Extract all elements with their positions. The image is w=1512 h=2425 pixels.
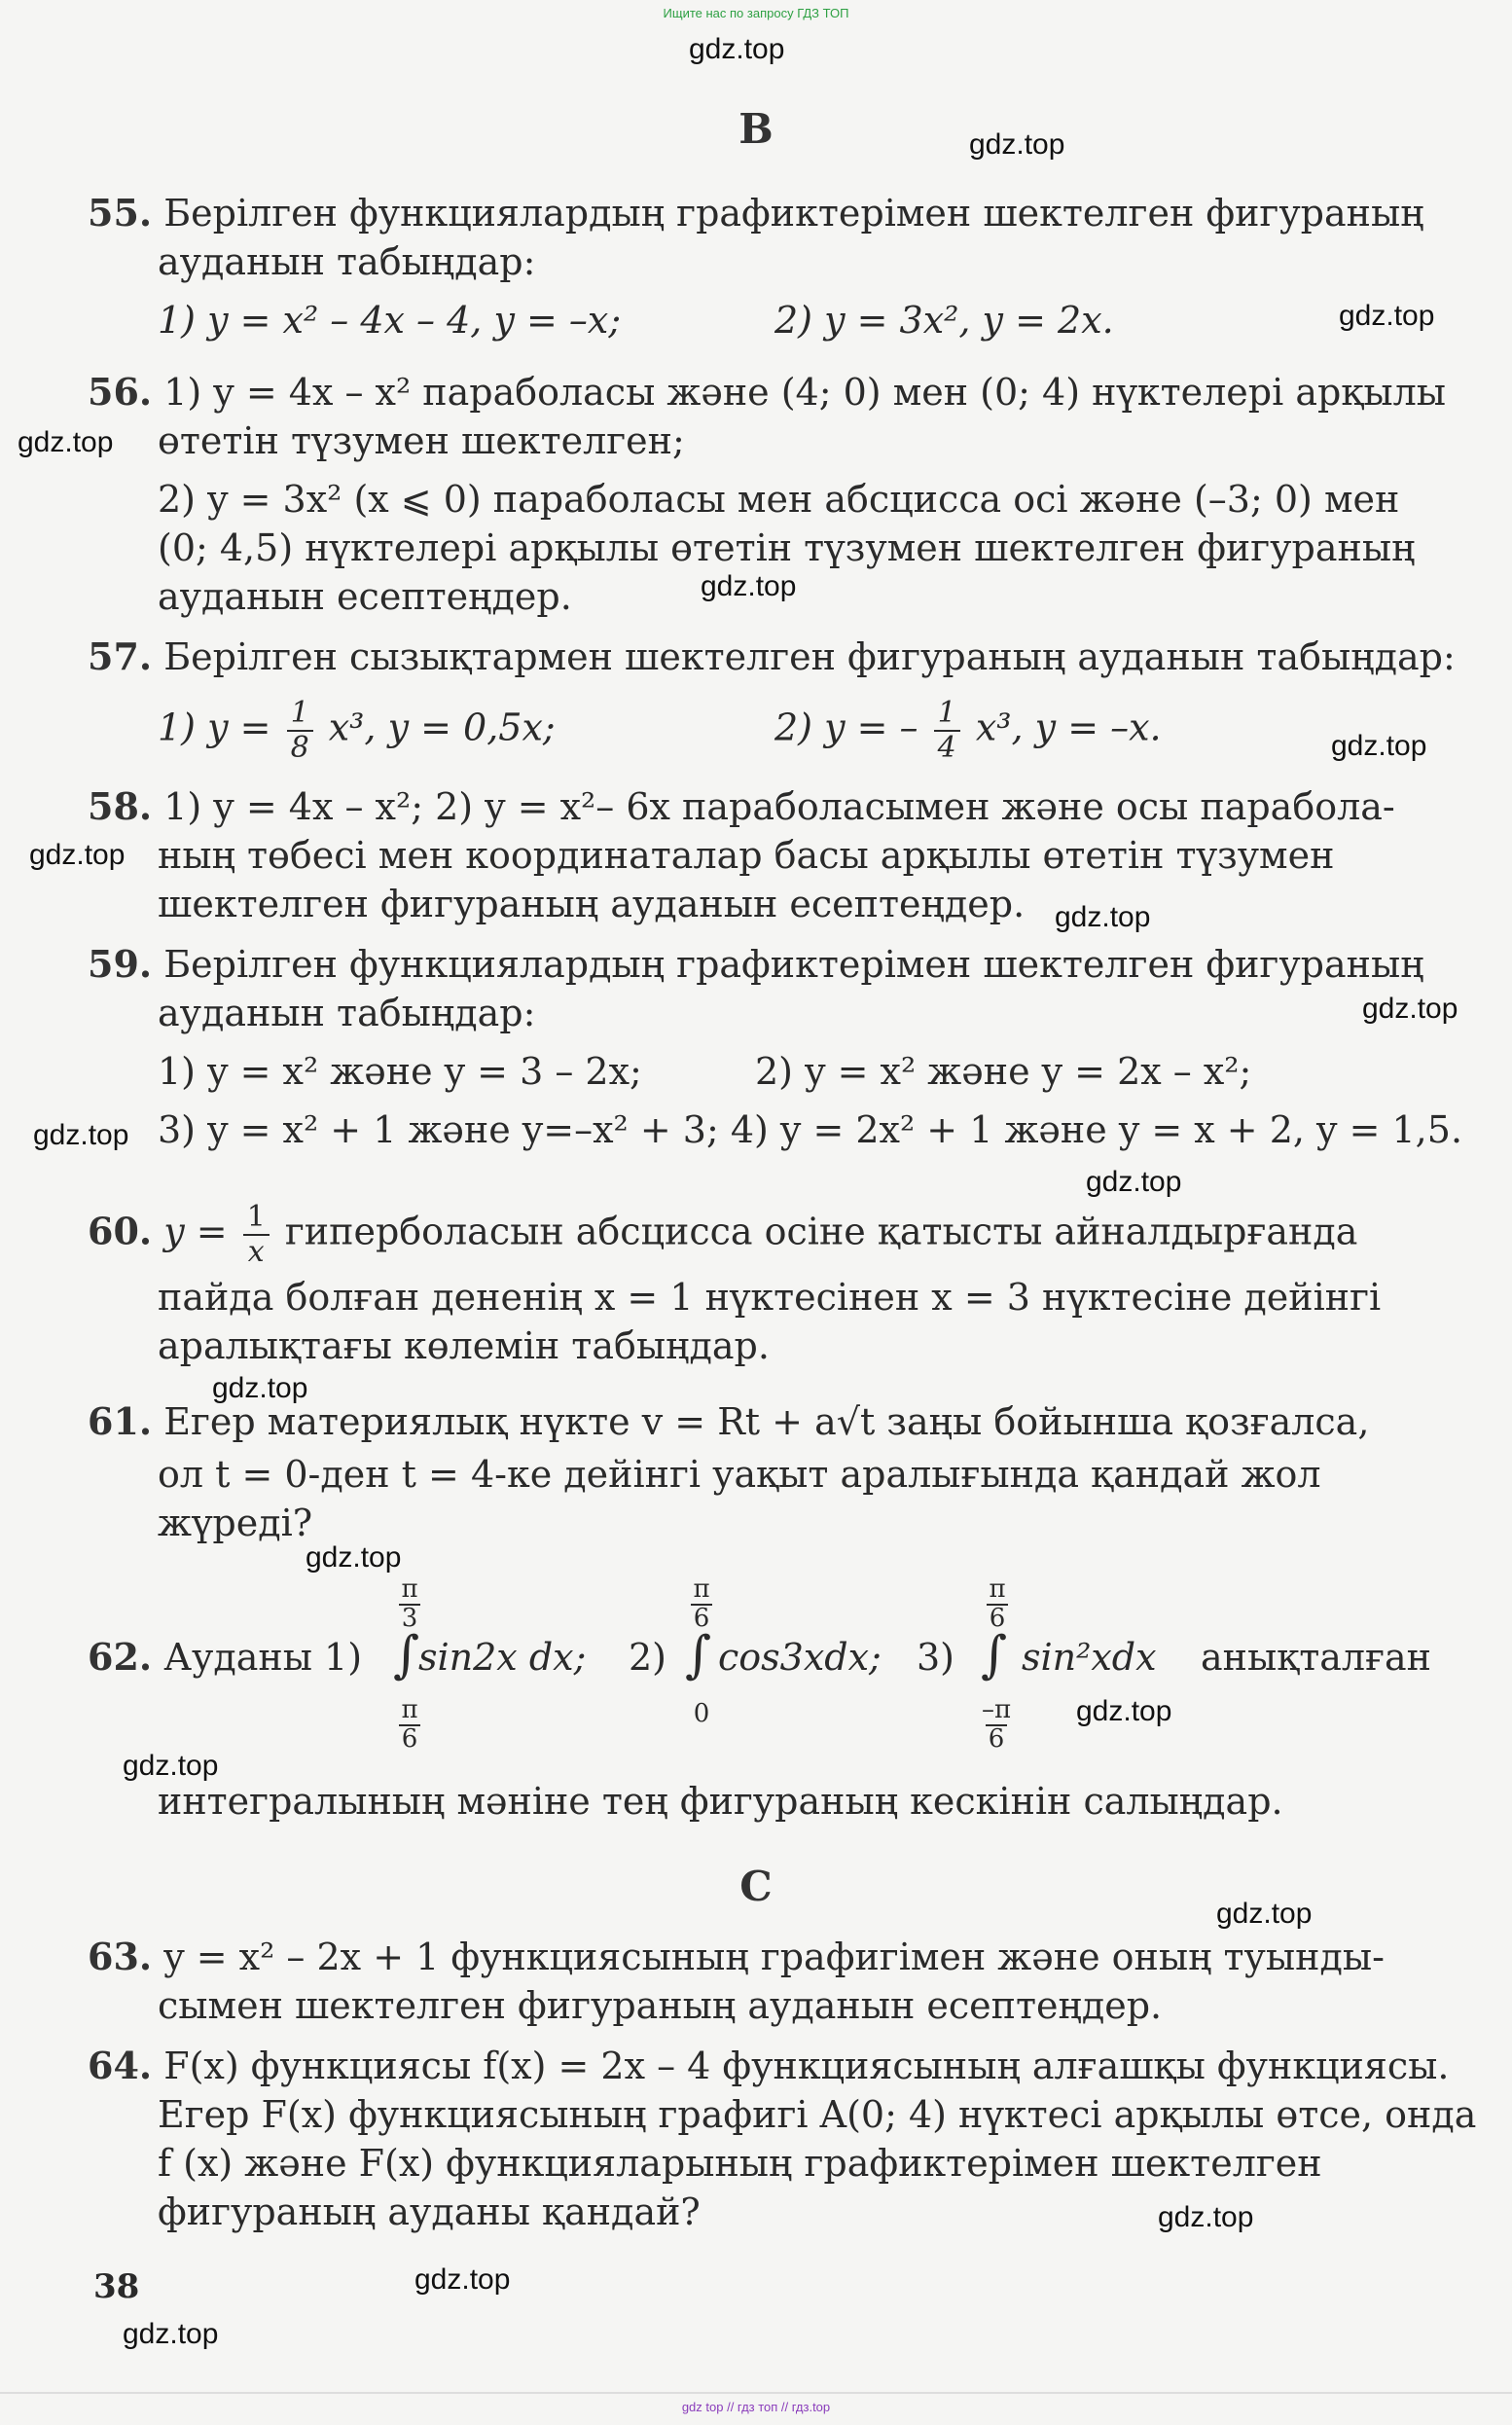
task-text: өтетін түзумен шектелген; [158,419,685,462]
task-number: 56. [88,370,153,414]
limit-denominator: 3 [401,1604,418,1633]
watermark-text: gdz.top [701,570,797,602]
task-text: жүреді? [158,1502,313,1544]
watermark-text: gdz.top [33,1119,129,1151]
section-heading-b: B [738,105,774,153]
task-text: Егер материялық нүкте v = Rt + a√t заңы бойынша қозғалса, [163,1400,1370,1443]
section-heading-c: C [739,1863,773,1910]
integral-sign: ∫ [685,1626,712,1684]
task-text: 1) y = 4x – x² параболасы және (4; 0) мен (0; 4) нүктелері арқылы [163,371,1446,414]
task-text: ауданын табыңдар: [158,992,536,1034]
task-option: 2) y = 3x², y = 2x. [774,299,1114,342]
task-text: Берілген функциялардың графиктерімен шектелген фигураның [163,192,1424,235]
task-57 [88,633,1456,769]
limit-numerator: π [693,1574,710,1604]
watermark-text: gdz.top [1362,993,1458,1025]
limit-denominator: 6 [988,1724,1005,1754]
task-61 [88,1397,1440,1553]
task-text: y = [163,1210,228,1253]
task-text: аралықтағы көлемін табыңдар. [158,1324,770,1367]
task-number: 63. [88,1935,153,1978]
limit-numerator: –π [981,1695,1012,1724]
limit-numerator: π [401,1695,418,1724]
task-text: гиперболасын абсцисса осіне қатысты айналдырғанда [284,1210,1358,1253]
fraction [934,696,960,765]
task-number: 60. [88,1209,153,1253]
task-number: 64. [88,2044,153,2087]
task-number: 58. [88,784,153,828]
task-text: Берілген функциялардың графиктерімен шектелген фигураның [163,943,1424,986]
integral-upper-limit [393,1576,426,1631]
watermark-text: gdz.top [1216,1898,1313,1930]
integral-lower-limit: 0 [693,1699,710,1728]
watermark-text: gdz.top [123,1750,219,1782]
integral-sign: ∫ [393,1626,420,1684]
task-56 [88,368,1446,621]
task-text: интегралының мәніне тең фигураның кескінін салыңдар. [158,1780,1283,1823]
watermark-text: gdz.top [1331,730,1427,762]
fraction [243,1200,270,1269]
integral-lower-limit [393,1697,426,1752]
option-text: x³, y = 0,5x; [328,706,556,749]
task-text: F(x) функциясы f(x) = 2x – 4 функциясының алғашқы функциясы. [163,2045,1450,2087]
task-option: 1) y = x² – 4x – 4, y = –x; [158,299,622,342]
task-64 [88,2042,1477,2246]
integral-1-body: sin2x dx; [418,1636,587,1679]
integral-upper-limit [981,1576,1014,1631]
option-text: 2) y = – [774,706,918,749]
fraction-numerator: 1 [287,699,313,732]
task-number: 61. [88,1399,153,1443]
watermark-text: gdz.top [1339,300,1435,332]
watermark-text: gdz.top [414,2263,511,2296]
task-55 [88,189,1440,344]
task-text: 2) [629,1636,667,1679]
task-number: 57. [88,634,153,678]
task-text: 2) y = 3x² (x ⩽ 0) параболасы мен абсцисса осі және (–3; 0) мен [158,478,1400,521]
task-text: f (x) және F(x) функцияларының графиктерімен шектелген [158,2142,1322,2185]
top-banner: Ищите нас по запросу ГДЗ ТОП [663,6,849,20]
task-option [774,696,1162,765]
watermark-text: gdz.top [1158,2201,1254,2233]
task-text: ның төбесі мен координаталар басы арқылы өтетін түзумен [158,834,1335,877]
fraction-denominator: x [247,1235,265,1269]
page-number: 38 [93,2267,140,2306]
watermark-text: gdz.top [689,33,785,65]
watermark-text: gdz.top [306,1541,402,1574]
task-text: 3) [917,1636,955,1679]
watermark-text: gdz.top [1055,901,1151,933]
fraction [287,696,313,765]
task-option: 3) y = x² + 1 және y=–x² + 3; 4) y = 2x² + 1 және y = x + 2, y = 1,5. [158,1108,1463,1151]
integral-2-body: cos3xdx; [718,1636,882,1679]
watermark-text: gdz.top [123,2318,219,2350]
limit-denominator: 6 [989,1604,1006,1633]
task-number: 55. [88,191,153,235]
task-text: пайда болған дененің x = 1 нүктесінен x = 3 нүктесіне дейінгі [158,1276,1382,1319]
task-60 [88,1200,1440,1378]
watermark-text: gdz.top [29,839,126,871]
fraction-numerator: 1 [934,699,960,732]
task-text: Ауданы 1) [163,1636,363,1679]
fraction-denominator: 8 [290,731,309,765]
task-62 [88,1576,1440,1829]
task-text: ол t = 0-ден t = 4-ке дейінгі уақыт аралығында қандай жол [158,1453,1321,1496]
task-58 [88,782,1440,938]
watermark-text: gdz.top [1076,1695,1172,1727]
watermark-text: gdz.top [1086,1166,1182,1198]
task-text: Берілген сызықтармен шектелген фигураның ауданын табыңдар: [163,635,1456,678]
integral-3-body: sin²xdx [1022,1636,1157,1679]
task-text: сымен шектелген фигураның ауданын есептеңдер. [158,1984,1163,2027]
footer-divider [0,2392,1512,2394]
fraction-numerator: 1 [243,1203,270,1236]
limit-denominator: 6 [693,1604,710,1633]
watermark-text: gdz.top [212,1372,308,1404]
option-text: x³, y = –x. [975,706,1162,749]
task-59 [88,940,1463,1164]
task-63 [88,1933,1440,2040]
integral-lower-limit [975,1697,1018,1752]
integral-sign: ∫ [981,1626,1008,1684]
limit-denominator: 6 [401,1724,418,1754]
integral-upper-limit [685,1576,718,1631]
limit-numerator: π [401,1574,418,1604]
task-text: 1) y = 4x – x²; 2) y = x²– 6x параболасымен және осы парабола- [163,785,1395,828]
task-text: фигураның ауданы қандай? [158,2190,701,2233]
task-text: анықталған [1201,1636,1431,1679]
limit-numerator: π [989,1574,1006,1604]
task-text: ауданын табыңдар: [158,240,536,283]
task-text: y = x² – 2x + 1 функциясының графигімен және оның туынды- [163,1936,1385,1978]
option-text: 1) y = [158,706,271,749]
task-text: (0; 4,5) нүктелері арқылы өтетін түзумен шектелген фигураның [158,526,1416,569]
watermark-text: gdz.top [18,426,114,458]
task-text: шектелген фигураның ауданын есептеңдер. [158,883,1026,925]
task-option [88,696,556,765]
task-number: 59. [88,942,153,986]
task-text: Егер F(x) функциясының графигі A(0; 4) нүктесі арқылы өтсе, онда [158,2093,1477,2136]
task-number: 62. [88,1635,153,1679]
task-text: ауданын есептеңдер. [158,575,572,618]
footer-links: gdz top // гдз топ // гдз.top [681,2400,831,2414]
task-option: 2) y = x² және y = 2x – x²; [755,1050,1252,1093]
fraction-denominator: 4 [937,731,956,765]
watermark-text: gdz.top [969,128,1065,161]
task-option: 1) y = x² және y = 3 – 2x; [158,1050,642,1093]
